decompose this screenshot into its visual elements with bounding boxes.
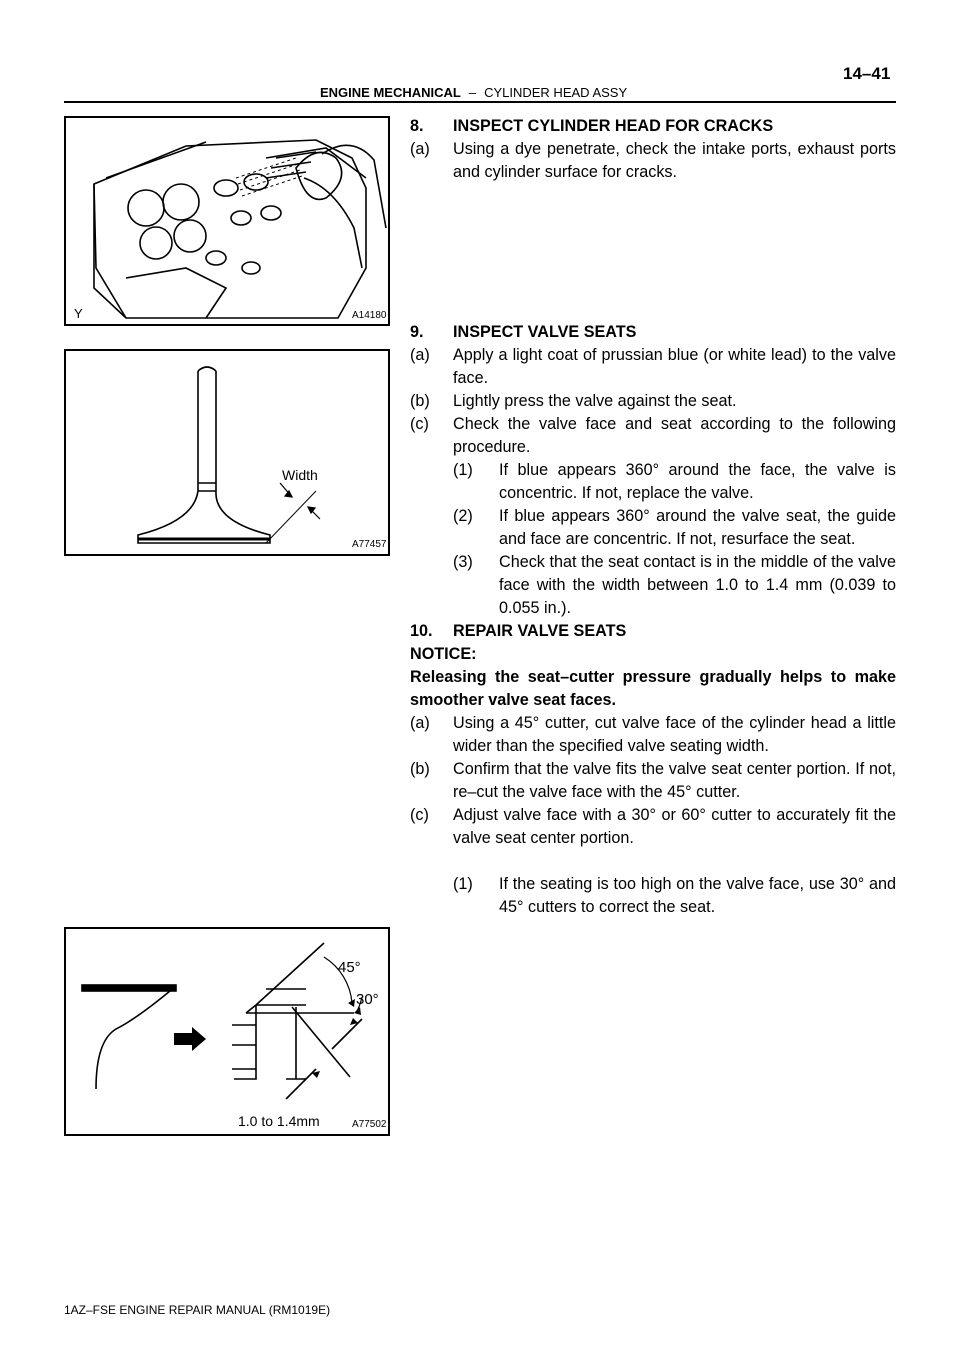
item-text: Check the valve face and seat according to the following procedure. bbox=[453, 415, 896, 456]
header-title bbox=[320, 85, 627, 100]
item-marker: (a) bbox=[410, 140, 430, 158]
item-text: Check that the seat contact is in the middle of the valve face with the width between 1.0 to 1.4 mm (0.039 to 0.055 in.). bbox=[499, 553, 896, 617]
figure-code: A77502 bbox=[352, 1119, 387, 1130]
item-marker: (b) bbox=[410, 392, 430, 410]
item-text: Confirm that the valve fits the valve seat center portion. If not, re–cut the valve face with the 45° cutter. bbox=[453, 760, 896, 801]
header-separator: – bbox=[468, 85, 477, 100]
item-marker: (c) bbox=[410, 415, 429, 433]
item-marker: (1) bbox=[453, 875, 473, 893]
figure-code: A14180 bbox=[352, 310, 387, 321]
figure-seat-cutter bbox=[64, 927, 390, 1136]
header-rule bbox=[64, 101, 896, 103]
step-title: INSPECT VALVE SEATS bbox=[453, 323, 637, 341]
step-8a bbox=[410, 138, 896, 184]
step-10a bbox=[410, 712, 896, 758]
item-marker: (b) bbox=[410, 760, 430, 778]
item-text: If blue appears 360° around the valve seat, the guide and face are concentric. If not, resurface the seat. bbox=[499, 507, 896, 548]
width-label: Width bbox=[282, 467, 318, 483]
step-9c-1 bbox=[453, 459, 896, 505]
step-9c-2 bbox=[453, 505, 896, 551]
step-9b bbox=[410, 390, 896, 413]
figure-mark: Y bbox=[74, 306, 83, 321]
angle-45-label: 45° bbox=[338, 959, 361, 976]
figure-code: A77457 bbox=[352, 539, 387, 550]
step-8-heading bbox=[410, 115, 896, 138]
item-marker: (c) bbox=[410, 806, 429, 824]
header-subsection: CYLINDER HEAD ASSY bbox=[484, 85, 628, 100]
step-10c-1 bbox=[453, 873, 896, 919]
notice-label: NOTICE: bbox=[410, 645, 477, 663]
step-title: INSPECT CYLINDER HEAD FOR CRACKS bbox=[453, 117, 774, 135]
step-9a bbox=[410, 344, 896, 390]
step-9-heading bbox=[410, 321, 896, 344]
angle-30-label: 30° bbox=[356, 991, 379, 1008]
item-text: Using a dye penetrate, check the intake ports, exhaust ports and cylinder surface for cracks. bbox=[453, 140, 896, 181]
step-title: REPAIR VALVE SEATS bbox=[453, 622, 627, 640]
step-10-heading bbox=[410, 620, 896, 643]
item-marker: (a) bbox=[410, 346, 430, 364]
figure-cylinder-head bbox=[64, 116, 390, 326]
item-text: Using a 45° cutter, cut valve face of the cylinder head a little wider than the specified valve seating width. bbox=[453, 714, 896, 755]
seat-width-label: 1.0 to 1.4mm bbox=[238, 1113, 320, 1129]
item-text: If blue appears 360° around the face, the valve is concentric. If not, replace the valve. bbox=[499, 461, 896, 502]
page-number: 14–41 bbox=[843, 64, 891, 83]
cylinder-head-drawing bbox=[66, 118, 388, 324]
item-text: Lightly press the valve against the seat. bbox=[453, 392, 737, 410]
notice-text: Releasing the seat–cutter pressure gradually helps to make smoother valve seat faces. bbox=[410, 668, 896, 709]
item-text: Apply a light coat of prussian blue (or white lead) to the valve face. bbox=[453, 346, 896, 387]
step-9c-3 bbox=[453, 551, 896, 620]
step-number: 10. bbox=[410, 622, 433, 640]
body-text bbox=[410, 115, 896, 919]
item-marker: (1) bbox=[453, 461, 473, 479]
step-9c bbox=[410, 413, 896, 459]
item-marker: (3) bbox=[453, 553, 473, 571]
item-marker: (2) bbox=[453, 507, 473, 525]
step-10c bbox=[410, 804, 896, 850]
header-section: ENGINE MECHANICAL bbox=[320, 85, 461, 100]
item-text: Adjust valve face with a 30° or 60° cutter to accurately fit the valve seat center portion. bbox=[453, 806, 896, 847]
step-number: 9. bbox=[410, 323, 424, 341]
figure-valve-width bbox=[64, 349, 390, 556]
valve-drawing bbox=[66, 351, 388, 554]
item-text: If the seating is too high on the valve face, use 30° and 45° cutters to correct the seat. bbox=[499, 875, 896, 916]
footer-text: 1AZ–FSE ENGINE REPAIR MANUAL (RM1019E) bbox=[64, 1303, 331, 1317]
step-number: 8. bbox=[410, 117, 424, 135]
item-marker: (a) bbox=[410, 714, 430, 732]
step-10b bbox=[410, 758, 896, 804]
